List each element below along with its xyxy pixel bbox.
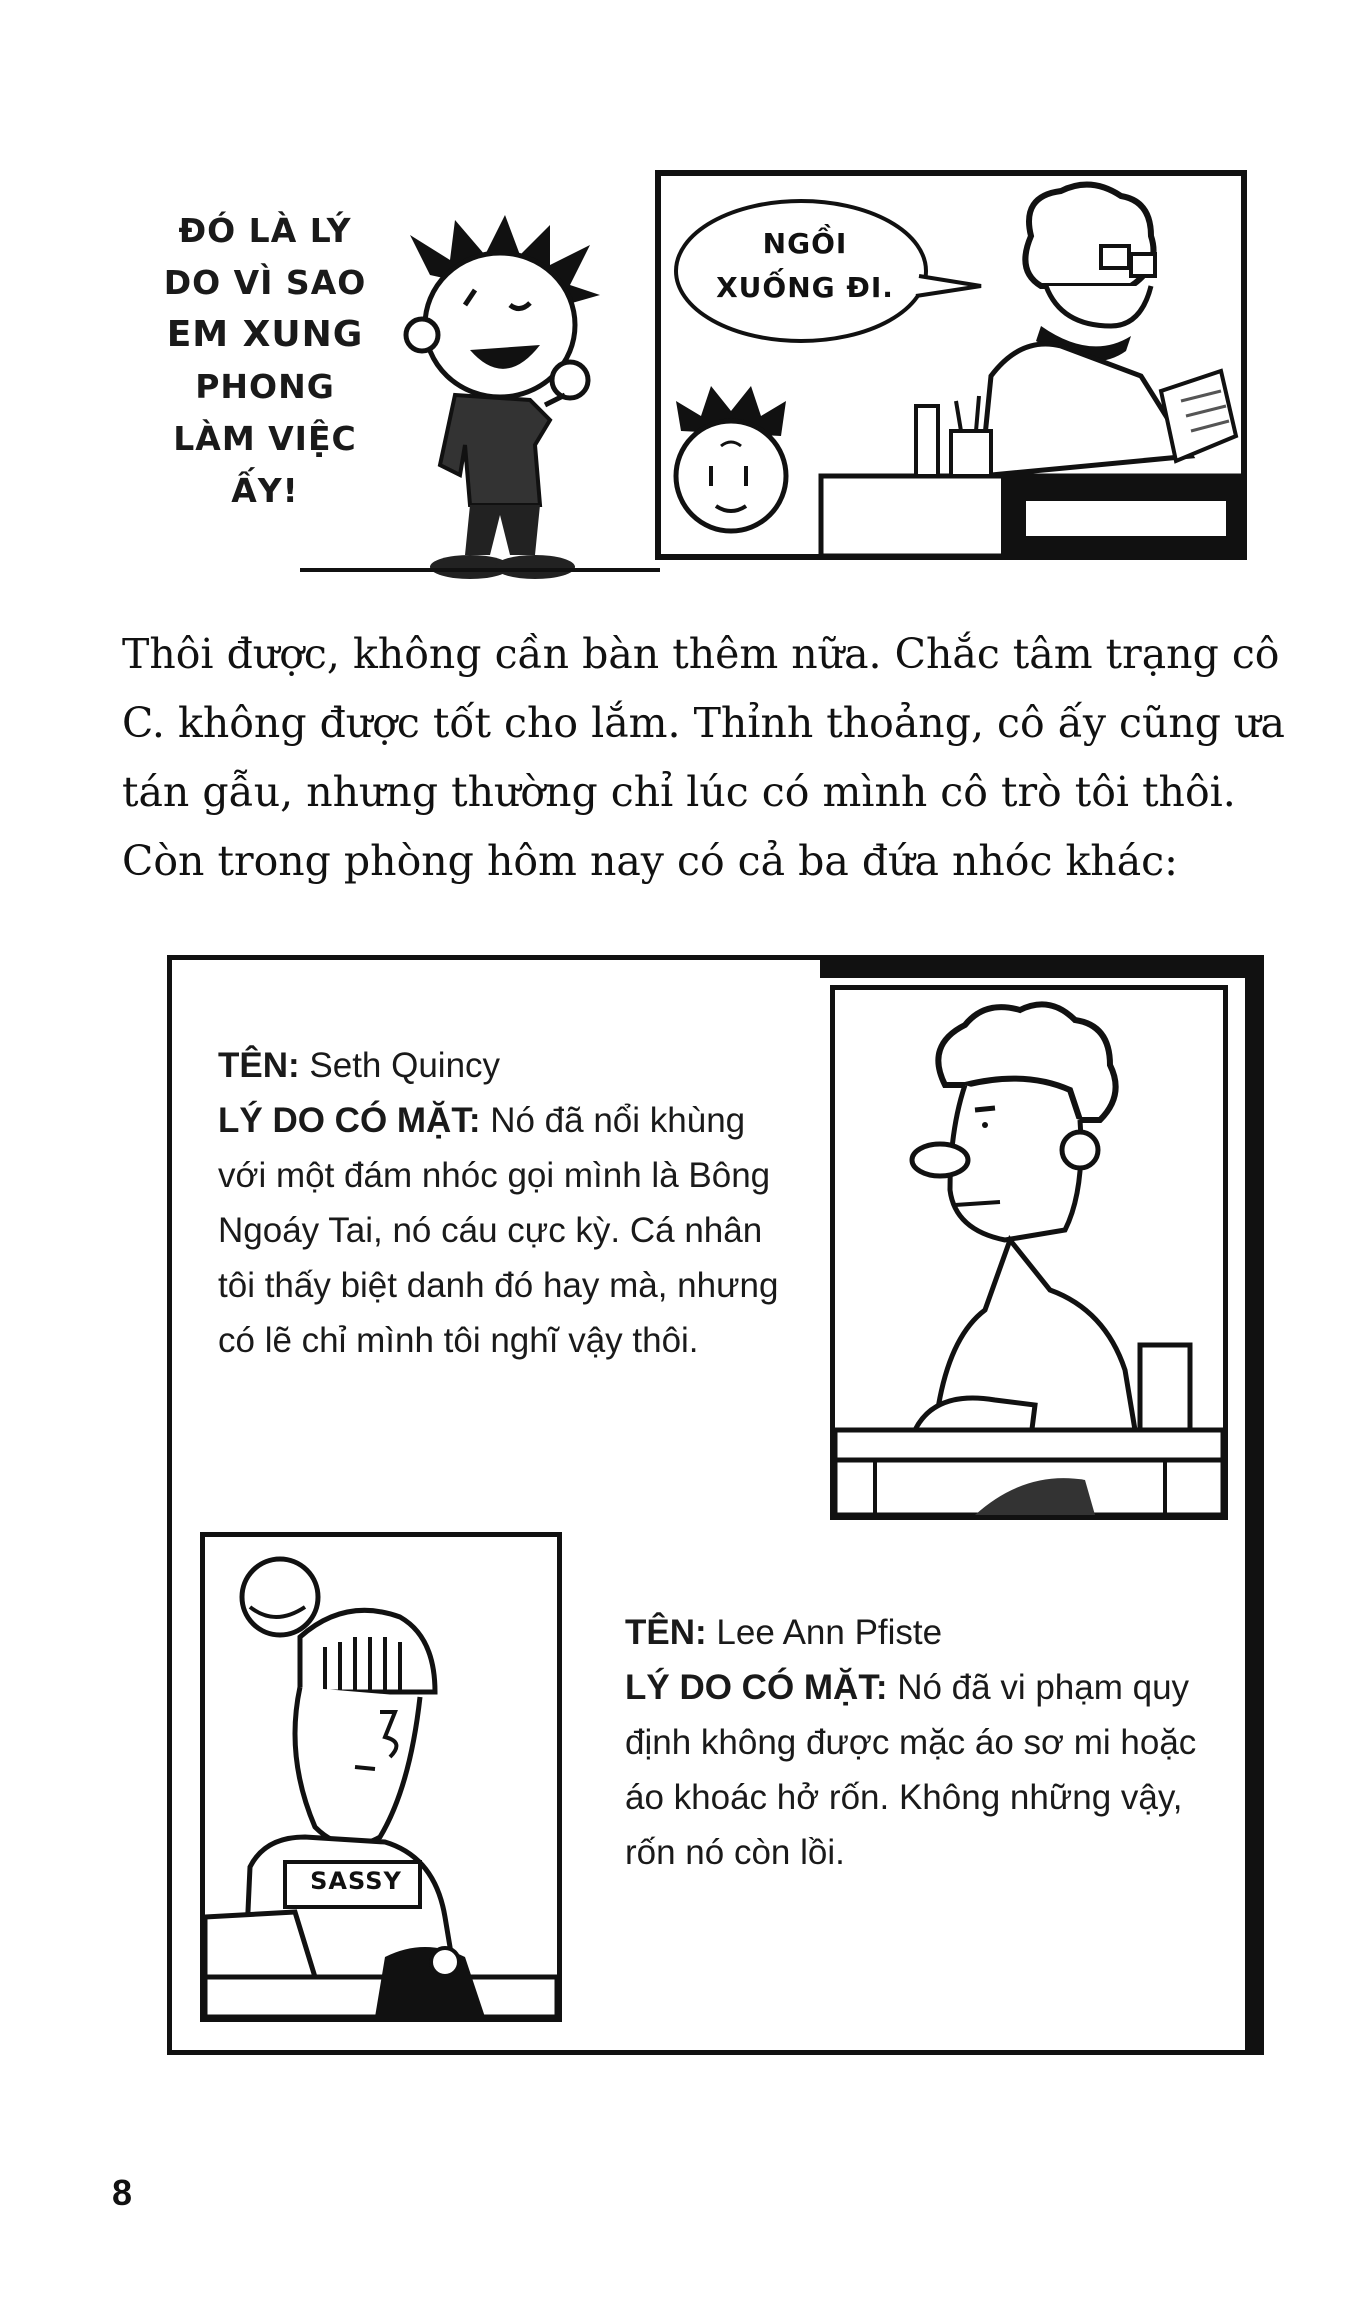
speech-line: DO VÌ SAO bbox=[163, 263, 367, 302]
speech-line: PHONG bbox=[195, 367, 335, 406]
reason-value: Nó đã vi phạm quy định không được mặc áo sơ mi hoặc áo khoác hở rốn. Không những vậy, rốn nó còn lồi. bbox=[625, 1668, 1197, 1872]
shirt-text: SASSY bbox=[310, 1867, 402, 1895]
speech-line: ĐÓ LÀ LÝ bbox=[178, 211, 352, 250]
reason-value: Nó đã nổi khùng với một đám nhóc gọi mình là Bông Ngoáy Tai, nó cáu cực kỳ. Cá nhân tôi thấy biệt danh đó hay mà, nhưng có lẽ chỉ mình tôi nghĩ vậy thôi. bbox=[218, 1101, 779, 1360]
reason-label: LÝ DO CÓ MẶT: bbox=[218, 1101, 481, 1140]
profile-lee-ann bbox=[625, 1605, 1225, 1880]
comic-panel-lee-ann bbox=[200, 1532, 562, 2022]
teacher-speech-bubble bbox=[700, 222, 910, 310]
ground-line bbox=[300, 568, 660, 572]
speech-line: LÀM VIỆC bbox=[173, 419, 357, 458]
box-right-shadow bbox=[1245, 958, 1263, 2052]
comic-panel-seth bbox=[830, 985, 1228, 1520]
bubble-line: XUỐNG ĐI. bbox=[716, 271, 894, 304]
bubble-line: NGỒI bbox=[762, 227, 848, 260]
name-value: Seth Quincy bbox=[309, 1046, 501, 1085]
nate-illustration bbox=[370, 205, 670, 585]
name-value: Lee Ann Pfiste bbox=[716, 1613, 943, 1652]
speech-line: EM XUNG bbox=[166, 314, 364, 355]
speech-line: ẤY! bbox=[231, 471, 299, 510]
profile-seth bbox=[218, 1038, 798, 1368]
name-label: TÊN: bbox=[218, 1046, 300, 1085]
narration-paragraph: Thôi được, không cần bàn thêm nữa. Chắc tâm trạng cô C. không được tốt cho lắm. Thỉnh thoảng, cô ấy cũng ưa tán gẫu, nhưng thường chỉ lúc có mình cô trò tôi thôi. Còn trong phòng hôm nay có cả ba đứa nhóc khác: bbox=[122, 630, 1285, 885]
nate-speech bbox=[150, 205, 380, 517]
page-number: 8 bbox=[112, 2172, 133, 2213]
name-label: TÊN: bbox=[625, 1613, 707, 1652]
box-top-shadow bbox=[820, 958, 1260, 978]
reason-label: LÝ DO CÓ MẶT: bbox=[625, 1668, 888, 1707]
